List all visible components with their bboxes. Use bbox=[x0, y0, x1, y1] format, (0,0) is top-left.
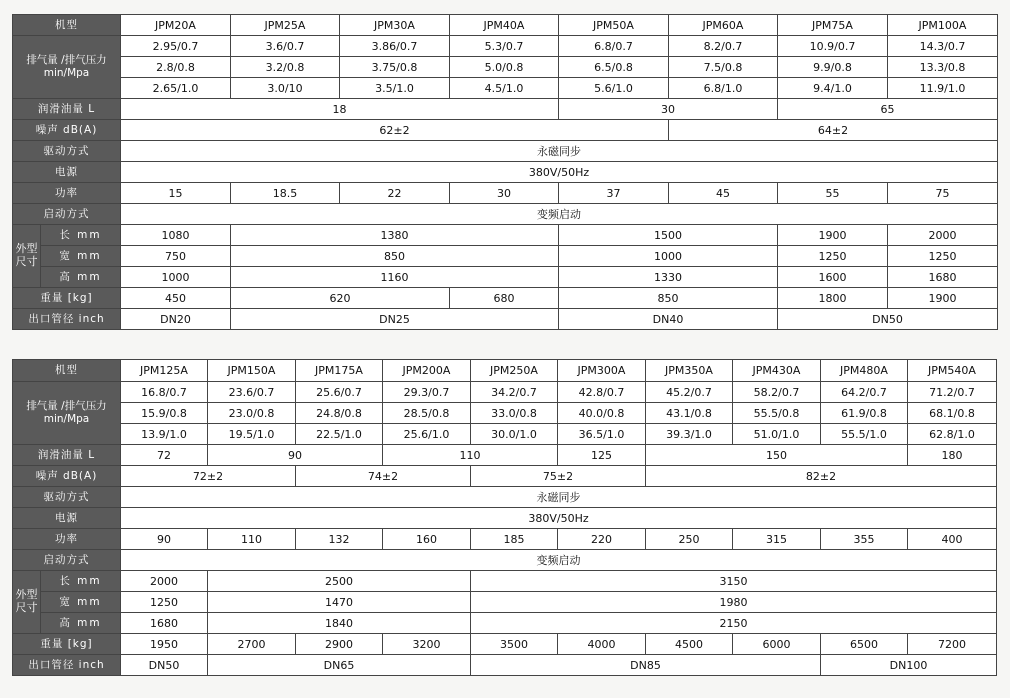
weight-cell: 450 bbox=[121, 288, 231, 309]
power-cell: 132 bbox=[296, 529, 383, 550]
model-cell: JPM150A bbox=[208, 360, 296, 382]
row-outlet bbox=[13, 309, 998, 330]
weight-cell: 1950 bbox=[121, 634, 208, 655]
weight-cell: 6000 bbox=[733, 634, 821, 655]
oil-cell: 110 bbox=[383, 445, 558, 466]
header-height: 高 mm bbox=[41, 267, 121, 288]
displacement-cell: 15.9/0.8 bbox=[121, 403, 208, 424]
displacement-cell: 58.2/0.7 bbox=[733, 382, 821, 403]
model-cell: JPM350A bbox=[646, 360, 733, 382]
model-cell: JPM125A bbox=[121, 360, 208, 382]
row-height bbox=[13, 613, 997, 634]
row-displacement-2 bbox=[13, 57, 998, 78]
power-supply-cell: 380V/50Hz bbox=[121, 508, 997, 529]
length-cell: 1380 bbox=[231, 225, 559, 246]
displacement-cell: 5.6/1.0 bbox=[559, 78, 669, 99]
displacement-cell: 23.6/0.7 bbox=[208, 382, 296, 403]
row-drive bbox=[13, 141, 998, 162]
header-outlet: 出口管径 inch bbox=[13, 309, 121, 330]
displacement-cell: 3.86/0.7 bbox=[340, 36, 450, 57]
displacement-cell: 51.0/1.0 bbox=[733, 424, 821, 445]
displacement-cell: 3.2/0.8 bbox=[231, 57, 340, 78]
outlet-cell: DN20 bbox=[121, 309, 231, 330]
header-noise: 噪声 dB(A) bbox=[13, 120, 121, 141]
displacement-cell: 19.5/1.0 bbox=[208, 424, 296, 445]
displacement-cell: 2.8/0.8 bbox=[121, 57, 231, 78]
displacement-cell: 68.1/0.8 bbox=[908, 403, 997, 424]
start-cell: 变频启动 bbox=[121, 204, 998, 225]
displacement-cell: 25.6/1.0 bbox=[383, 424, 471, 445]
displacement-cell: 62.8/1.0 bbox=[908, 424, 997, 445]
displacement-cell: 30.0/1.0 bbox=[471, 424, 558, 445]
width-cell: 1250 bbox=[888, 246, 998, 267]
oil-cell: 180 bbox=[908, 445, 997, 466]
row-displacement-3 bbox=[13, 78, 998, 99]
weight-cell: 2900 bbox=[296, 634, 383, 655]
row-oil bbox=[13, 99, 998, 120]
displacement-cell: 9.9/0.8 bbox=[778, 57, 888, 78]
header-displacement: 排气量 /排气压力min/Mpa bbox=[13, 382, 121, 445]
header-height: 高 mm bbox=[41, 613, 121, 634]
oil-cell: 90 bbox=[208, 445, 383, 466]
height-cell: 1840 bbox=[208, 613, 471, 634]
row-length bbox=[13, 225, 998, 246]
row-weight bbox=[13, 288, 998, 309]
power-cell: 37 bbox=[559, 183, 669, 204]
noise-cell: 72±2 bbox=[121, 466, 296, 487]
displacement-cell: 6.8/0.7 bbox=[559, 36, 669, 57]
outlet-cell: DN85 bbox=[471, 655, 821, 676]
header-power: 功率 bbox=[13, 183, 121, 204]
noise-cell: 62±2 bbox=[121, 120, 669, 141]
displacement-cell: 4.5/1.0 bbox=[450, 78, 559, 99]
width-cell: 850 bbox=[231, 246, 559, 267]
power-cell: 75 bbox=[888, 183, 998, 204]
displacement-cell: 22.5/1.0 bbox=[296, 424, 383, 445]
displacement-cell: 71.2/0.7 bbox=[908, 382, 997, 403]
power-cell: 15 bbox=[121, 183, 231, 204]
model-cell: JPM430A bbox=[733, 360, 821, 382]
model-cell: JPM300A bbox=[558, 360, 646, 382]
width-cell: 1250 bbox=[778, 246, 888, 267]
height-cell: 2150 bbox=[471, 613, 997, 634]
header-drive: 驱动方式 bbox=[13, 141, 121, 162]
header-power-supply: 电源 bbox=[13, 508, 121, 529]
model-cell: JPM175A bbox=[296, 360, 383, 382]
displacement-cell: 40.0/0.8 bbox=[558, 403, 646, 424]
header-length: 长 mm bbox=[41, 225, 121, 246]
height-cell: 1680 bbox=[888, 267, 998, 288]
power-cell: 90 bbox=[121, 529, 208, 550]
displacement-cell: 61.9/0.8 bbox=[821, 403, 908, 424]
height-cell: 1160 bbox=[231, 267, 559, 288]
drive-cell: 永磁同步 bbox=[121, 487, 997, 508]
row-outlet bbox=[13, 655, 997, 676]
oil-cell: 125 bbox=[558, 445, 646, 466]
model-cell: JPM540A bbox=[908, 360, 997, 382]
width-cell: 750 bbox=[121, 246, 231, 267]
row-width bbox=[13, 592, 997, 613]
row-power-supply bbox=[13, 162, 998, 183]
oil-cell: 30 bbox=[559, 99, 778, 120]
length-cell: 2000 bbox=[121, 571, 208, 592]
header-dimensions: 外型尺寸 bbox=[13, 225, 41, 288]
length-cell: 2500 bbox=[208, 571, 471, 592]
header-oil: 润滑油量 L bbox=[13, 99, 121, 120]
noise-cell: 82±2 bbox=[646, 466, 997, 487]
header-power-supply: 电源 bbox=[13, 162, 121, 183]
header-weight: 重量 [kg] bbox=[13, 634, 121, 655]
displacement-cell: 6.5/0.8 bbox=[559, 57, 669, 78]
displacement-cell: 43.1/0.8 bbox=[646, 403, 733, 424]
width-cell: 1250 bbox=[121, 592, 208, 613]
outlet-cell: DN25 bbox=[231, 309, 559, 330]
model-cell: JPM50A bbox=[559, 15, 669, 36]
row-start bbox=[13, 204, 998, 225]
displacement-cell: 24.8/0.8 bbox=[296, 403, 383, 424]
row-model bbox=[13, 360, 997, 382]
length-cell: 3150 bbox=[471, 571, 997, 592]
row-power-supply bbox=[13, 508, 997, 529]
power-cell: 250 bbox=[646, 529, 733, 550]
row-start bbox=[13, 550, 997, 571]
outlet-cell: DN100 bbox=[821, 655, 997, 676]
noise-cell: 64±2 bbox=[669, 120, 998, 141]
model-cell: JPM250A bbox=[471, 360, 558, 382]
power-supply-cell: 380V/50Hz bbox=[121, 162, 998, 183]
spec-table-jpm20a-to-jpm100a bbox=[12, 14, 998, 330]
header-weight: 重量 [kg] bbox=[13, 288, 121, 309]
length-cell: 2000 bbox=[888, 225, 998, 246]
weight-cell: 4000 bbox=[558, 634, 646, 655]
row-noise bbox=[13, 466, 997, 487]
header-start: 启动方式 bbox=[13, 550, 121, 571]
power-cell: 355 bbox=[821, 529, 908, 550]
weight-cell: 6500 bbox=[821, 634, 908, 655]
oil-cell: 65 bbox=[778, 99, 998, 120]
displacement-cell: 29.3/0.7 bbox=[383, 382, 471, 403]
displacement-cell: 5.0/0.8 bbox=[450, 57, 559, 78]
power-cell: 110 bbox=[208, 529, 296, 550]
power-cell: 315 bbox=[733, 529, 821, 550]
row-oil bbox=[13, 445, 997, 466]
displacement-cell: 13.9/1.0 bbox=[121, 424, 208, 445]
width-cell: 1980 bbox=[471, 592, 997, 613]
row-displacement-2 bbox=[13, 403, 997, 424]
displacement-cell: 3.75/0.8 bbox=[340, 57, 450, 78]
height-cell: 1600 bbox=[778, 267, 888, 288]
displacement-cell: 9.4/1.0 bbox=[778, 78, 888, 99]
header-noise: 噪声 dB(A) bbox=[13, 466, 121, 487]
outlet-cell: DN50 bbox=[778, 309, 998, 330]
power-cell: 185 bbox=[471, 529, 558, 550]
power-cell: 18.5 bbox=[231, 183, 340, 204]
model-cell: JPM100A bbox=[888, 15, 998, 36]
outlet-cell: DN65 bbox=[208, 655, 471, 676]
displacement-cell: 10.9/0.7 bbox=[778, 36, 888, 57]
weight-cell: 2700 bbox=[208, 634, 296, 655]
weight-cell: 620 bbox=[231, 288, 450, 309]
oil-cell: 18 bbox=[121, 99, 559, 120]
header-model: 机型 bbox=[13, 360, 121, 382]
noise-cell: 74±2 bbox=[296, 466, 471, 487]
power-cell: 220 bbox=[558, 529, 646, 550]
model-cell: JPM480A bbox=[821, 360, 908, 382]
row-height bbox=[13, 267, 998, 288]
displacement-cell: 23.0/0.8 bbox=[208, 403, 296, 424]
header-dimensions: 外型尺寸 bbox=[13, 571, 41, 634]
displacement-cell: 42.8/0.7 bbox=[558, 382, 646, 403]
displacement-cell: 34.2/0.7 bbox=[471, 382, 558, 403]
outlet-cell: DN40 bbox=[559, 309, 778, 330]
model-cell: JPM200A bbox=[383, 360, 471, 382]
header-power: 功率 bbox=[13, 529, 121, 550]
power-cell: 160 bbox=[383, 529, 471, 550]
displacement-cell: 5.3/0.7 bbox=[450, 36, 559, 57]
header-length: 长 mm bbox=[41, 571, 121, 592]
length-cell: 1900 bbox=[778, 225, 888, 246]
row-displacement-1 bbox=[13, 36, 998, 57]
header-drive: 驱动方式 bbox=[13, 487, 121, 508]
displacement-cell: 14.3/0.7 bbox=[888, 36, 998, 57]
height-cell: 1330 bbox=[559, 267, 778, 288]
model-cell: JPM25A bbox=[231, 15, 340, 36]
model-cell: JPM75A bbox=[778, 15, 888, 36]
height-cell: 1680 bbox=[121, 613, 208, 634]
width-cell: 1000 bbox=[559, 246, 778, 267]
weight-cell: 1800 bbox=[778, 288, 888, 309]
outlet-cell: DN50 bbox=[121, 655, 208, 676]
oil-cell: 72 bbox=[121, 445, 208, 466]
power-cell: 45 bbox=[669, 183, 778, 204]
header-width: 宽 mm bbox=[41, 246, 121, 267]
row-noise bbox=[13, 120, 998, 141]
header-outlet: 出口管径 inch bbox=[13, 655, 121, 676]
displacement-cell: 11.9/1.0 bbox=[888, 78, 998, 99]
row-drive bbox=[13, 487, 997, 508]
displacement-cell: 8.2/0.7 bbox=[669, 36, 778, 57]
weight-cell: 680 bbox=[450, 288, 559, 309]
displacement-cell: 55.5/0.8 bbox=[733, 403, 821, 424]
start-cell: 变频启动 bbox=[121, 550, 997, 571]
power-cell: 55 bbox=[778, 183, 888, 204]
weight-cell: 4500 bbox=[646, 634, 733, 655]
height-cell: 1000 bbox=[121, 267, 231, 288]
drive-cell: 永磁同步 bbox=[121, 141, 998, 162]
displacement-cell: 28.5/0.8 bbox=[383, 403, 471, 424]
displacement-cell: 25.6/0.7 bbox=[296, 382, 383, 403]
displacement-cell: 3.0/10 bbox=[231, 78, 340, 99]
weight-cell: 7200 bbox=[908, 634, 997, 655]
header-model: 机型 bbox=[13, 15, 121, 36]
displacement-cell: 3.5/1.0 bbox=[340, 78, 450, 99]
displacement-cell: 64.2/0.7 bbox=[821, 382, 908, 403]
weight-cell: 1900 bbox=[888, 288, 998, 309]
displacement-cell: 45.2/0.7 bbox=[646, 382, 733, 403]
model-cell: JPM60A bbox=[669, 15, 778, 36]
displacement-cell: 33.0/0.8 bbox=[471, 403, 558, 424]
displacement-cell: 3.6/0.7 bbox=[231, 36, 340, 57]
row-power bbox=[13, 183, 998, 204]
weight-cell: 3200 bbox=[383, 634, 471, 655]
displacement-cell: 55.5/1.0 bbox=[821, 424, 908, 445]
power-cell: 22 bbox=[340, 183, 450, 204]
displacement-cell: 7.5/0.8 bbox=[669, 57, 778, 78]
noise-cell: 75±2 bbox=[471, 466, 646, 487]
displacement-cell: 13.3/0.8 bbox=[888, 57, 998, 78]
displacement-cell: 6.8/1.0 bbox=[669, 78, 778, 99]
row-displacement-3 bbox=[13, 424, 997, 445]
length-cell: 1500 bbox=[559, 225, 778, 246]
displacement-cell: 2.65/1.0 bbox=[121, 78, 231, 99]
length-cell: 1080 bbox=[121, 225, 231, 246]
model-cell: JPM20A bbox=[121, 15, 231, 36]
displacement-cell: 2.95/0.7 bbox=[121, 36, 231, 57]
row-width bbox=[13, 246, 998, 267]
displacement-cell: 16.8/0.7 bbox=[121, 382, 208, 403]
displacement-cell: 39.3/1.0 bbox=[646, 424, 733, 445]
oil-cell: 150 bbox=[646, 445, 908, 466]
row-model bbox=[13, 15, 998, 36]
row-power bbox=[13, 529, 997, 550]
row-length bbox=[13, 571, 997, 592]
row-displacement-1 bbox=[13, 382, 997, 403]
weight-cell: 3500 bbox=[471, 634, 558, 655]
spec-table-jpm125a-to-jpm540a bbox=[12, 359, 997, 676]
row-weight bbox=[13, 634, 997, 655]
width-cell: 1470 bbox=[208, 592, 471, 613]
header-displacement: 排气量 /排气压力min/Mpa bbox=[13, 36, 121, 99]
displacement-cell: 36.5/1.0 bbox=[558, 424, 646, 445]
model-cell: JPM40A bbox=[450, 15, 559, 36]
power-cell: 30 bbox=[450, 183, 559, 204]
power-cell: 400 bbox=[908, 529, 997, 550]
header-width: 宽 mm bbox=[41, 592, 121, 613]
header-start: 启动方式 bbox=[13, 204, 121, 225]
model-cell: JPM30A bbox=[340, 15, 450, 36]
header-oil: 润滑油量 L bbox=[13, 445, 121, 466]
weight-cell: 850 bbox=[559, 288, 778, 309]
